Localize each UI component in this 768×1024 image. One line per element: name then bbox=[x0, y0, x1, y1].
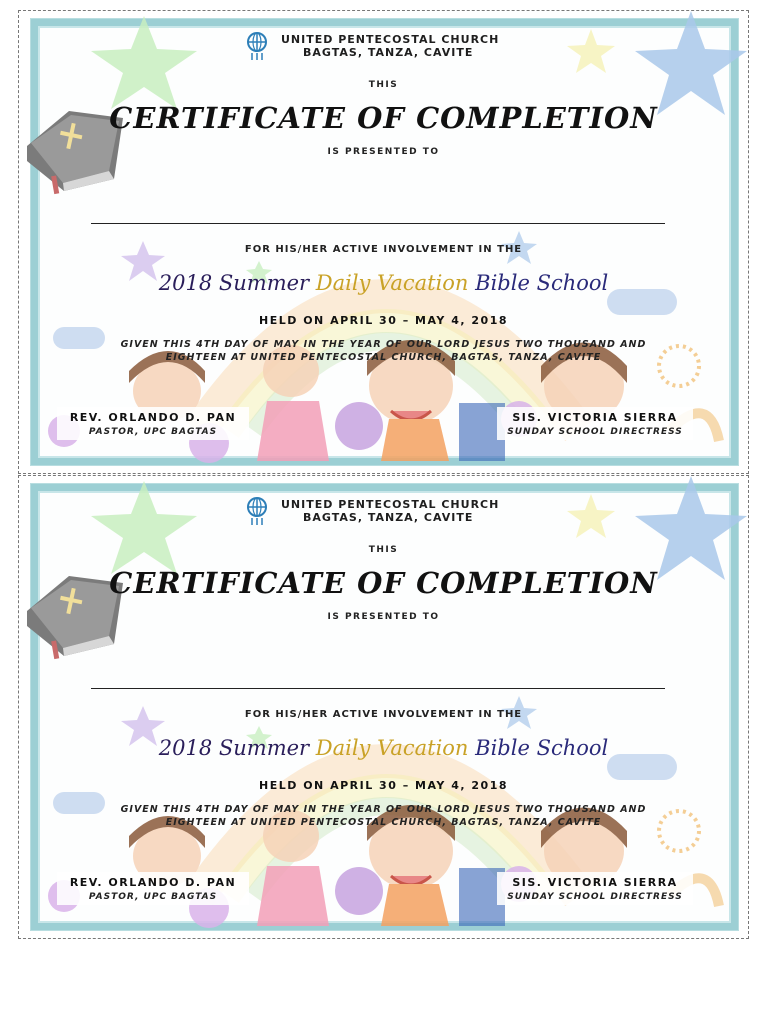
star-icon bbox=[635, 476, 747, 580]
signatory-left-role: PASTOR, UPC BAGTAS bbox=[88, 892, 218, 902]
signatory-left bbox=[57, 407, 249, 440]
signatory-right-role: SUNDAY SCHOOL DIRECTRESS bbox=[507, 892, 683, 902]
signatory-right-role: SUNDAY SCHOOL DIRECTRESS bbox=[507, 427, 683, 437]
star-icon bbox=[91, 481, 197, 574]
church-logo-icon bbox=[245, 496, 269, 526]
church-logo-icon bbox=[245, 31, 269, 61]
signatory-right bbox=[497, 407, 693, 440]
presented-to-label: IS PRESENTED TO bbox=[327, 147, 440, 157]
given-line-2: EIGHTEEN AT UNITED PENTECOSTAL CHURCH, BAGTAS, TANZA, CAVITE bbox=[165, 352, 602, 363]
certificate-title: CERTIFICATE OF COMPLETION bbox=[109, 101, 658, 135]
event-year-season: 2018 Summer bbox=[158, 271, 310, 295]
given-statement bbox=[19, 803, 748, 829]
recipient-name-line bbox=[91, 223, 665, 224]
event-bible-school: Bible School bbox=[475, 271, 609, 295]
given-statement bbox=[19, 338, 748, 364]
organization-name: UNITED PENTECOSTAL CHURCH bbox=[281, 33, 500, 46]
star-icon bbox=[567, 29, 615, 73]
certificate bbox=[18, 10, 749, 474]
signatory-left-name: REV. ORLANDO D. PAN bbox=[69, 411, 237, 424]
signatory-right-name: SIS. VICTORIA SIERRA bbox=[512, 876, 678, 889]
presented-to-label: IS PRESENTED TO bbox=[327, 612, 440, 622]
event-name bbox=[19, 271, 748, 295]
event-bible-school: Bible School bbox=[475, 736, 609, 760]
event-daily-vacation: Daily Vacation bbox=[315, 271, 469, 295]
event-year-season: 2018 Summer bbox=[158, 736, 310, 760]
given-line-1: GIVEN THIS 4TH DAY OF MAY IN THE YEAR OF OUR LORD JESUS TWO THOUSAND AND bbox=[120, 339, 647, 350]
recipient-name-line bbox=[91, 688, 665, 689]
signatory-right-name: SIS. VICTORIA SIERRA bbox=[512, 411, 678, 424]
given-line-2: EIGHTEEN AT UNITED PENTECOSTAL CHURCH, BAGTAS, TANZA, CAVITE bbox=[165, 817, 602, 828]
organization-name: UNITED PENTECOSTAL CHURCH bbox=[281, 498, 500, 511]
certificate bbox=[18, 475, 749, 939]
given-line-1: GIVEN THIS 4TH DAY OF MAY IN THE YEAR OF OUR LORD JESUS TWO THOUSAND AND bbox=[120, 804, 647, 815]
star-icon bbox=[91, 16, 197, 109]
event-name bbox=[19, 736, 748, 760]
involvement-text: FOR HIS/HER ACTIVE INVOLVEMENT IN THE bbox=[244, 244, 523, 255]
signatory-right bbox=[497, 872, 693, 905]
this-label: THIS bbox=[368, 545, 399, 555]
signatory-left-role: PASTOR, UPC BAGTAS bbox=[88, 427, 218, 437]
organization-location: BAGTAS, TANZA, CAVITE bbox=[303, 46, 474, 59]
signatory-left bbox=[57, 872, 249, 905]
involvement-text: FOR HIS/HER ACTIVE INVOLVEMENT IN THE bbox=[244, 709, 523, 720]
held-on-date: HELD ON APRIL 30 – MAY 4, 2018 bbox=[259, 314, 508, 327]
organization-header bbox=[281, 498, 499, 524]
held-on-date: HELD ON APRIL 30 – MAY 4, 2018 bbox=[259, 779, 508, 792]
this-label: THIS bbox=[368, 80, 399, 90]
organization-location: BAGTAS, TANZA, CAVITE bbox=[303, 511, 474, 524]
event-daily-vacation: Daily Vacation bbox=[315, 736, 469, 760]
star-icon bbox=[567, 494, 615, 538]
star-icon bbox=[635, 11, 747, 115]
signatory-left-name: REV. ORLANDO D. PAN bbox=[69, 876, 237, 889]
certificate-title: CERTIFICATE OF COMPLETION bbox=[109, 566, 658, 600]
organization-header bbox=[281, 33, 499, 59]
